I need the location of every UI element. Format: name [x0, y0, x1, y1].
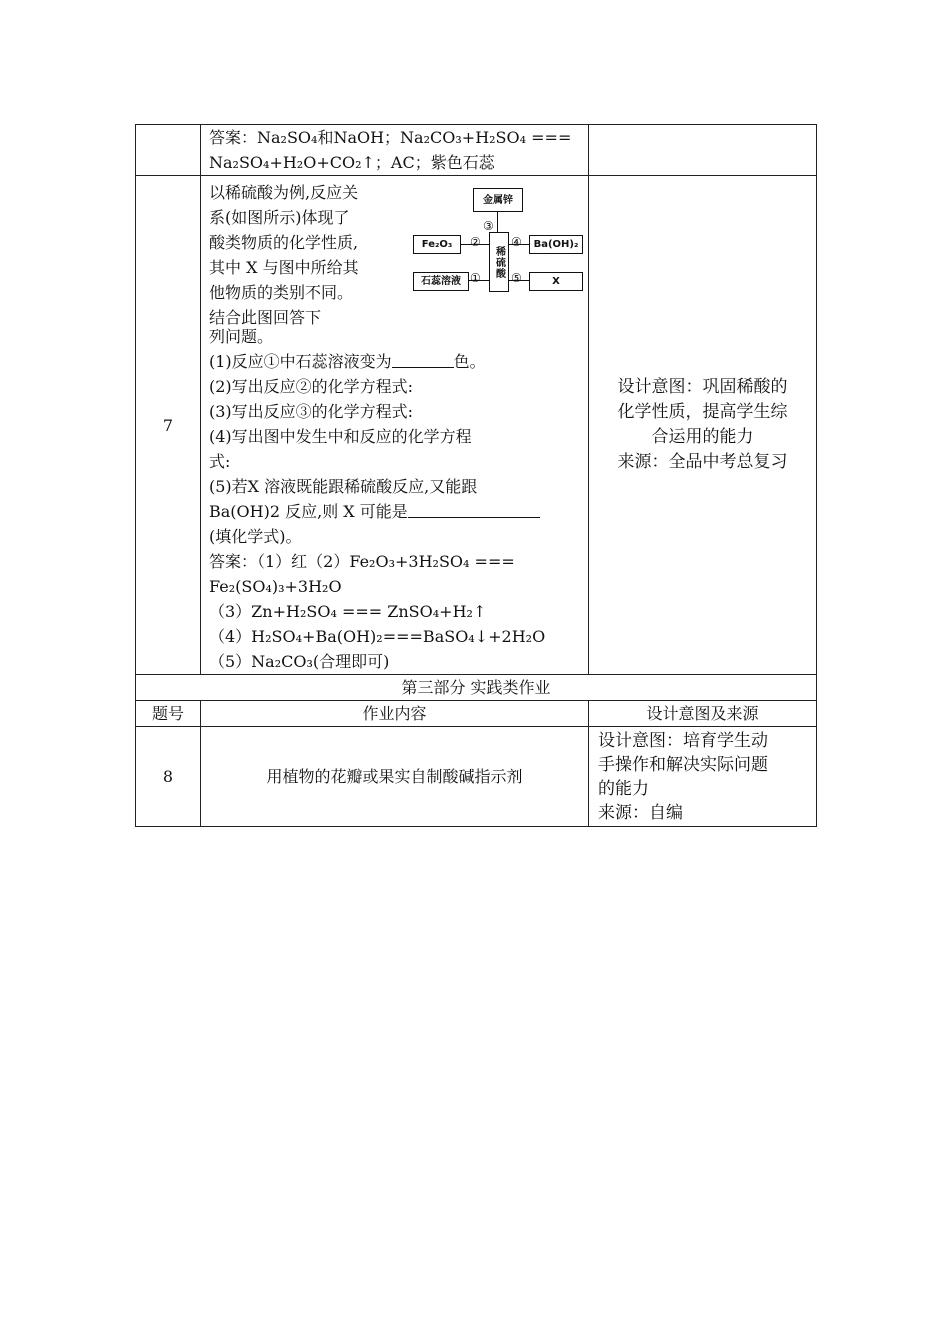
q6-answer-line1: 答案：Na₂SO₄和NaOH；Na₂CO₃+H₂SO₄ === [209, 128, 572, 147]
diagram-connector [497, 211, 498, 232]
q7-intro-line: 以稀硫酸为例,反应关 [209, 183, 359, 202]
q7-q1-suffix: 色。 [453, 352, 486, 371]
section3-title: 第三部分 实践类作业 [136, 675, 817, 701]
q7-content-cell [201, 176, 589, 675]
q7-intro-line: 结合此图回答下 [209, 308, 322, 327]
header-design: 设计意图及来源 [589, 701, 817, 727]
header-number: 题号 [136, 701, 201, 727]
q7-intro-block [209, 176, 582, 326]
q7-question-5a: (5)若X 溶液既能跟稀硫酸反应,又能跟 [209, 477, 478, 496]
q8-number: 8 [136, 727, 201, 827]
q8-design-line: 手操作和解决实际问题 [598, 754, 768, 775]
q7-question-4a: (4)写出图中发生中和反应的化学方程 [209, 427, 472, 446]
marker-4: ④ [511, 235, 522, 249]
q7-intro-line: 列问题。 [209, 327, 274, 346]
q7-intro-line: 其中 X 与图中所给其 [209, 258, 359, 277]
q7-intro-line: 他物质的类别不同。 [209, 283, 354, 302]
q7-design-cell [589, 176, 817, 675]
q7-answer-3: （3）Zn+H₂SO₄ === ZnSO₄+H₂↑ [209, 602, 487, 621]
q7-intro-line: 系(如图所示)体现了 [209, 208, 350, 227]
q8-design-cell [589, 727, 817, 827]
diagram-left-mid-box: Fe₂O₃ [413, 235, 461, 254]
diagram-center-box: 稀硫酸 [489, 232, 509, 292]
q8-content: 用植物的花瓣或果实自制酸碱指示剂 [201, 727, 589, 827]
q7-question-5c: (填化学式)。 [209, 527, 302, 546]
q7-intro-text [209, 180, 405, 330]
q7-q1-text: (1)反应①中石蕊溶液变为 [209, 352, 392, 371]
q7-design-line: 化学性质，提高学生综 [617, 402, 788, 422]
marker-3: ③ [483, 219, 494, 233]
q7-question-5b [209, 499, 582, 524]
diagram-right-mid-box: Ba(OH)₂ [529, 235, 583, 254]
section3-title-row [136, 675, 817, 701]
q7-question-1 [209, 349, 582, 374]
q7-q5b-text: Ba(OH)2 反应,则 X 可能是 [209, 502, 408, 521]
q8-row [136, 727, 817, 827]
q7-design-line: 合运用的能力 [651, 427, 754, 447]
q7-question-3: (3)写出反应③的化学方程式: [209, 402, 414, 421]
q7-answer-2: Fe₂(SO₄)₃+3H₂O [209, 577, 342, 596]
q7-answer-5: （5）Na₂CO₃(合理即可) [209, 652, 390, 671]
answer-blank [408, 500, 540, 518]
q7-row [136, 176, 817, 675]
q6-number-cell [136, 125, 201, 176]
marker-2: ② [470, 235, 481, 249]
q7-intro-line: 酸类物质的化学性质, [209, 233, 359, 252]
column-header-row [136, 701, 817, 727]
diagram-left-bottom-box: 石蕊溶液 [413, 272, 469, 291]
q7-design-line: 设计意图：巩固稀酸的 [617, 377, 788, 397]
q8-design-line: 设计意图：培育学生动 [598, 730, 768, 751]
reaction-diagram [413, 188, 583, 298]
homework-table [135, 124, 817, 827]
q6-design-cell [589, 125, 817, 176]
diagram-top-box: 金属锌 [473, 188, 523, 212]
q6-answer-cell [201, 125, 589, 176]
q7-answer-1: 答案：（1）红（2）Fe₂O₃+3H₂SO₄ === [209, 552, 515, 571]
q7-answer-4: （4）H₂SO₄+Ba(OH)₂===BaSO₄↓+2H₂O [209, 627, 546, 646]
header-content: 作业内容 [201, 701, 589, 727]
q7-design-line: 来源：全品中考总复习 [617, 452, 788, 472]
q7-question-2: (2)写出反应②的化学方程式: [209, 377, 414, 396]
q6-answer-line2: Na₂SO₄+H₂O+CO₂↑；AC；紫色石蕊 [209, 153, 495, 172]
answer-blank [392, 350, 454, 368]
q8-design-line: 来源：自编 [598, 802, 683, 823]
marker-5: ⑤ [511, 271, 522, 285]
q7-question-4b: 式: [209, 452, 231, 471]
q7-number: 7 [136, 176, 201, 675]
diagram-right-bottom-box: X [529, 272, 583, 291]
marker-1: ① [470, 271, 481, 285]
q6-row [136, 125, 817, 176]
q8-design-line: 的能力 [598, 778, 649, 799]
